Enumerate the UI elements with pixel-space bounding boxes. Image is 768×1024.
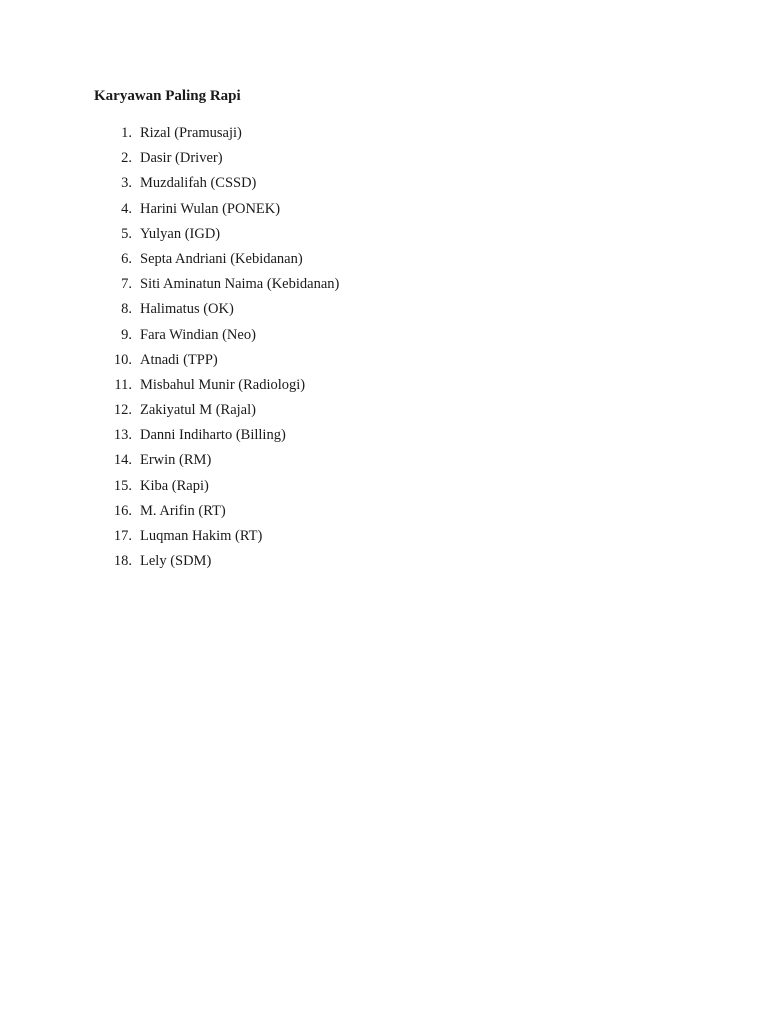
list-item-number: 15. (113, 477, 132, 494)
list-item-text: Kiba (Rapi) (140, 477, 209, 494)
list-item-number: 13. (113, 427, 132, 444)
list-item-number: 7. (121, 276, 132, 293)
list-item-number: 4. (121, 200, 132, 217)
list-item-text: Atnadi (TPP) (140, 351, 218, 368)
list-item-number: 10. (113, 351, 132, 368)
list-item-number: 5. (121, 225, 132, 242)
list-item-text: Septa Andriani (Kebidanan) (140, 250, 303, 267)
list-item-number: 18. (113, 553, 132, 570)
list-item-number: 11. (114, 376, 132, 393)
list-item-text: Yulyan (IGD) (140, 225, 221, 242)
list-item-text: Erwin (RM) (140, 452, 212, 469)
list-item-text: Rizal (Pramusaji) (140, 125, 242, 141)
list-item-text: M. Arifin (RT) (140, 502, 226, 519)
list-item-number: 17. (113, 528, 132, 544)
list-item-text: Muzdalifah (CSSD) (140, 175, 257, 192)
list-item-text: Harini Wulan (PONEK) (140, 200, 281, 217)
list-item-text: Zakiyatul M (Rajal) (140, 402, 256, 419)
list-item-number: 12. (113, 402, 132, 419)
list-item-number: 9. (121, 326, 132, 343)
list-item-number: 1. (121, 125, 132, 141)
list-item-text: Siti Aminatun Naima (Kebidanan) (140, 276, 340, 293)
list-item-text: Luqman Hakim (RT) (140, 528, 263, 544)
list-item-text: Danni Indiharto (Billing) (140, 427, 286, 444)
list-item-number: 14. (113, 452, 132, 469)
list-item-number: 6. (121, 250, 132, 267)
list-item-number: 2. (121, 150, 132, 167)
list-item-text: Dasir (Driver) (140, 150, 223, 167)
list-item-text: Misbahul Munir (Radiologi) (140, 376, 306, 393)
list-item-text: Fara Windian (Neo) (140, 326, 256, 343)
list-item-number: 3. (121, 175, 132, 192)
list-item-number: 8. (121, 301, 132, 318)
list-item-text: Halimatus (OK) (140, 301, 234, 318)
list-item-number: 16. (113, 502, 132, 519)
list-item-text: Lely (SDM) (140, 553, 212, 570)
document-title: Karyawan Paling Rapi (94, 88, 241, 104)
